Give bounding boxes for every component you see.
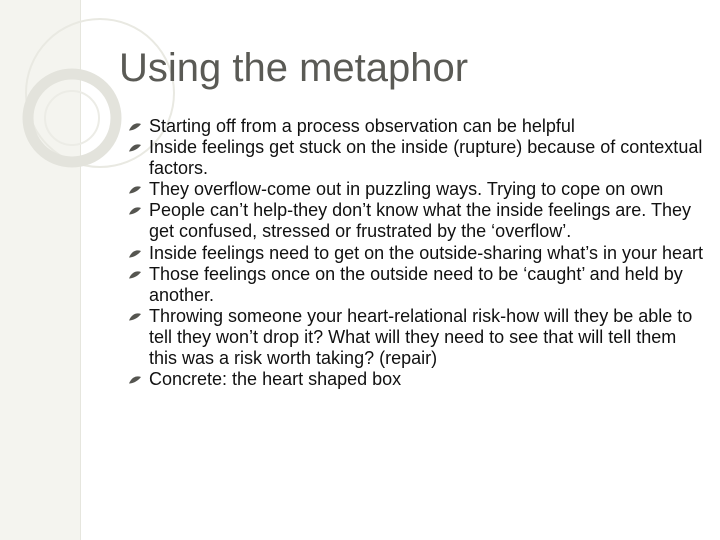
bullet-item [128,306,708,369]
middle-ring [28,74,116,162]
slide-title: Using the metaphor [119,46,469,90]
leaf-bullet-icon [129,186,141,194]
bullet-item [128,369,708,390]
bullet-item [128,116,708,137]
leaf-bullet-icon [129,376,141,384]
inner-ring [45,91,99,145]
bullet-list [128,116,708,390]
bullet-text: Those feelings once on the outside need to be ‘caught’ and held by another. [149,263,683,305]
bullet-text: Inside feelings need to get on the outside-sharing what’s in your heart [149,242,704,263]
bullet-text: Concrete: the heart shaped box [149,369,402,390]
bullet-item [128,137,708,179]
leaf-bullet-icon [129,313,141,321]
bullet-item [128,264,708,306]
leaf-bullet-icon [129,123,141,131]
leaf-bullet-icon [129,250,141,258]
leaf-bullet-icon [129,271,141,279]
bullet-item [128,179,708,200]
bullet-text: They overflow-come out in puzzling ways. Trying to cope on own [149,179,664,200]
bullet-text: Throwing someone your heart-relational risk-how will they be able to tell they won’t drop it? What will they need to see that will tell them this was a risk worth taking? (repair) [149,305,693,369]
bullet-item [128,243,708,264]
bullet-text: People can’t help-they don’t know what the inside feelings are. They get confused, stressed or frustrated by the ‘overflow’. [149,200,692,242]
bullet-text: Inside feelings get stuck on the inside (rupture) because of contextual factors. [149,137,703,179]
bullet-item [128,200,708,242]
bullet-text: Starting off from a process observation can be helpful [149,116,575,136]
leaf-bullet-icon [129,207,141,215]
leaf-bullet-icon [129,144,141,152]
